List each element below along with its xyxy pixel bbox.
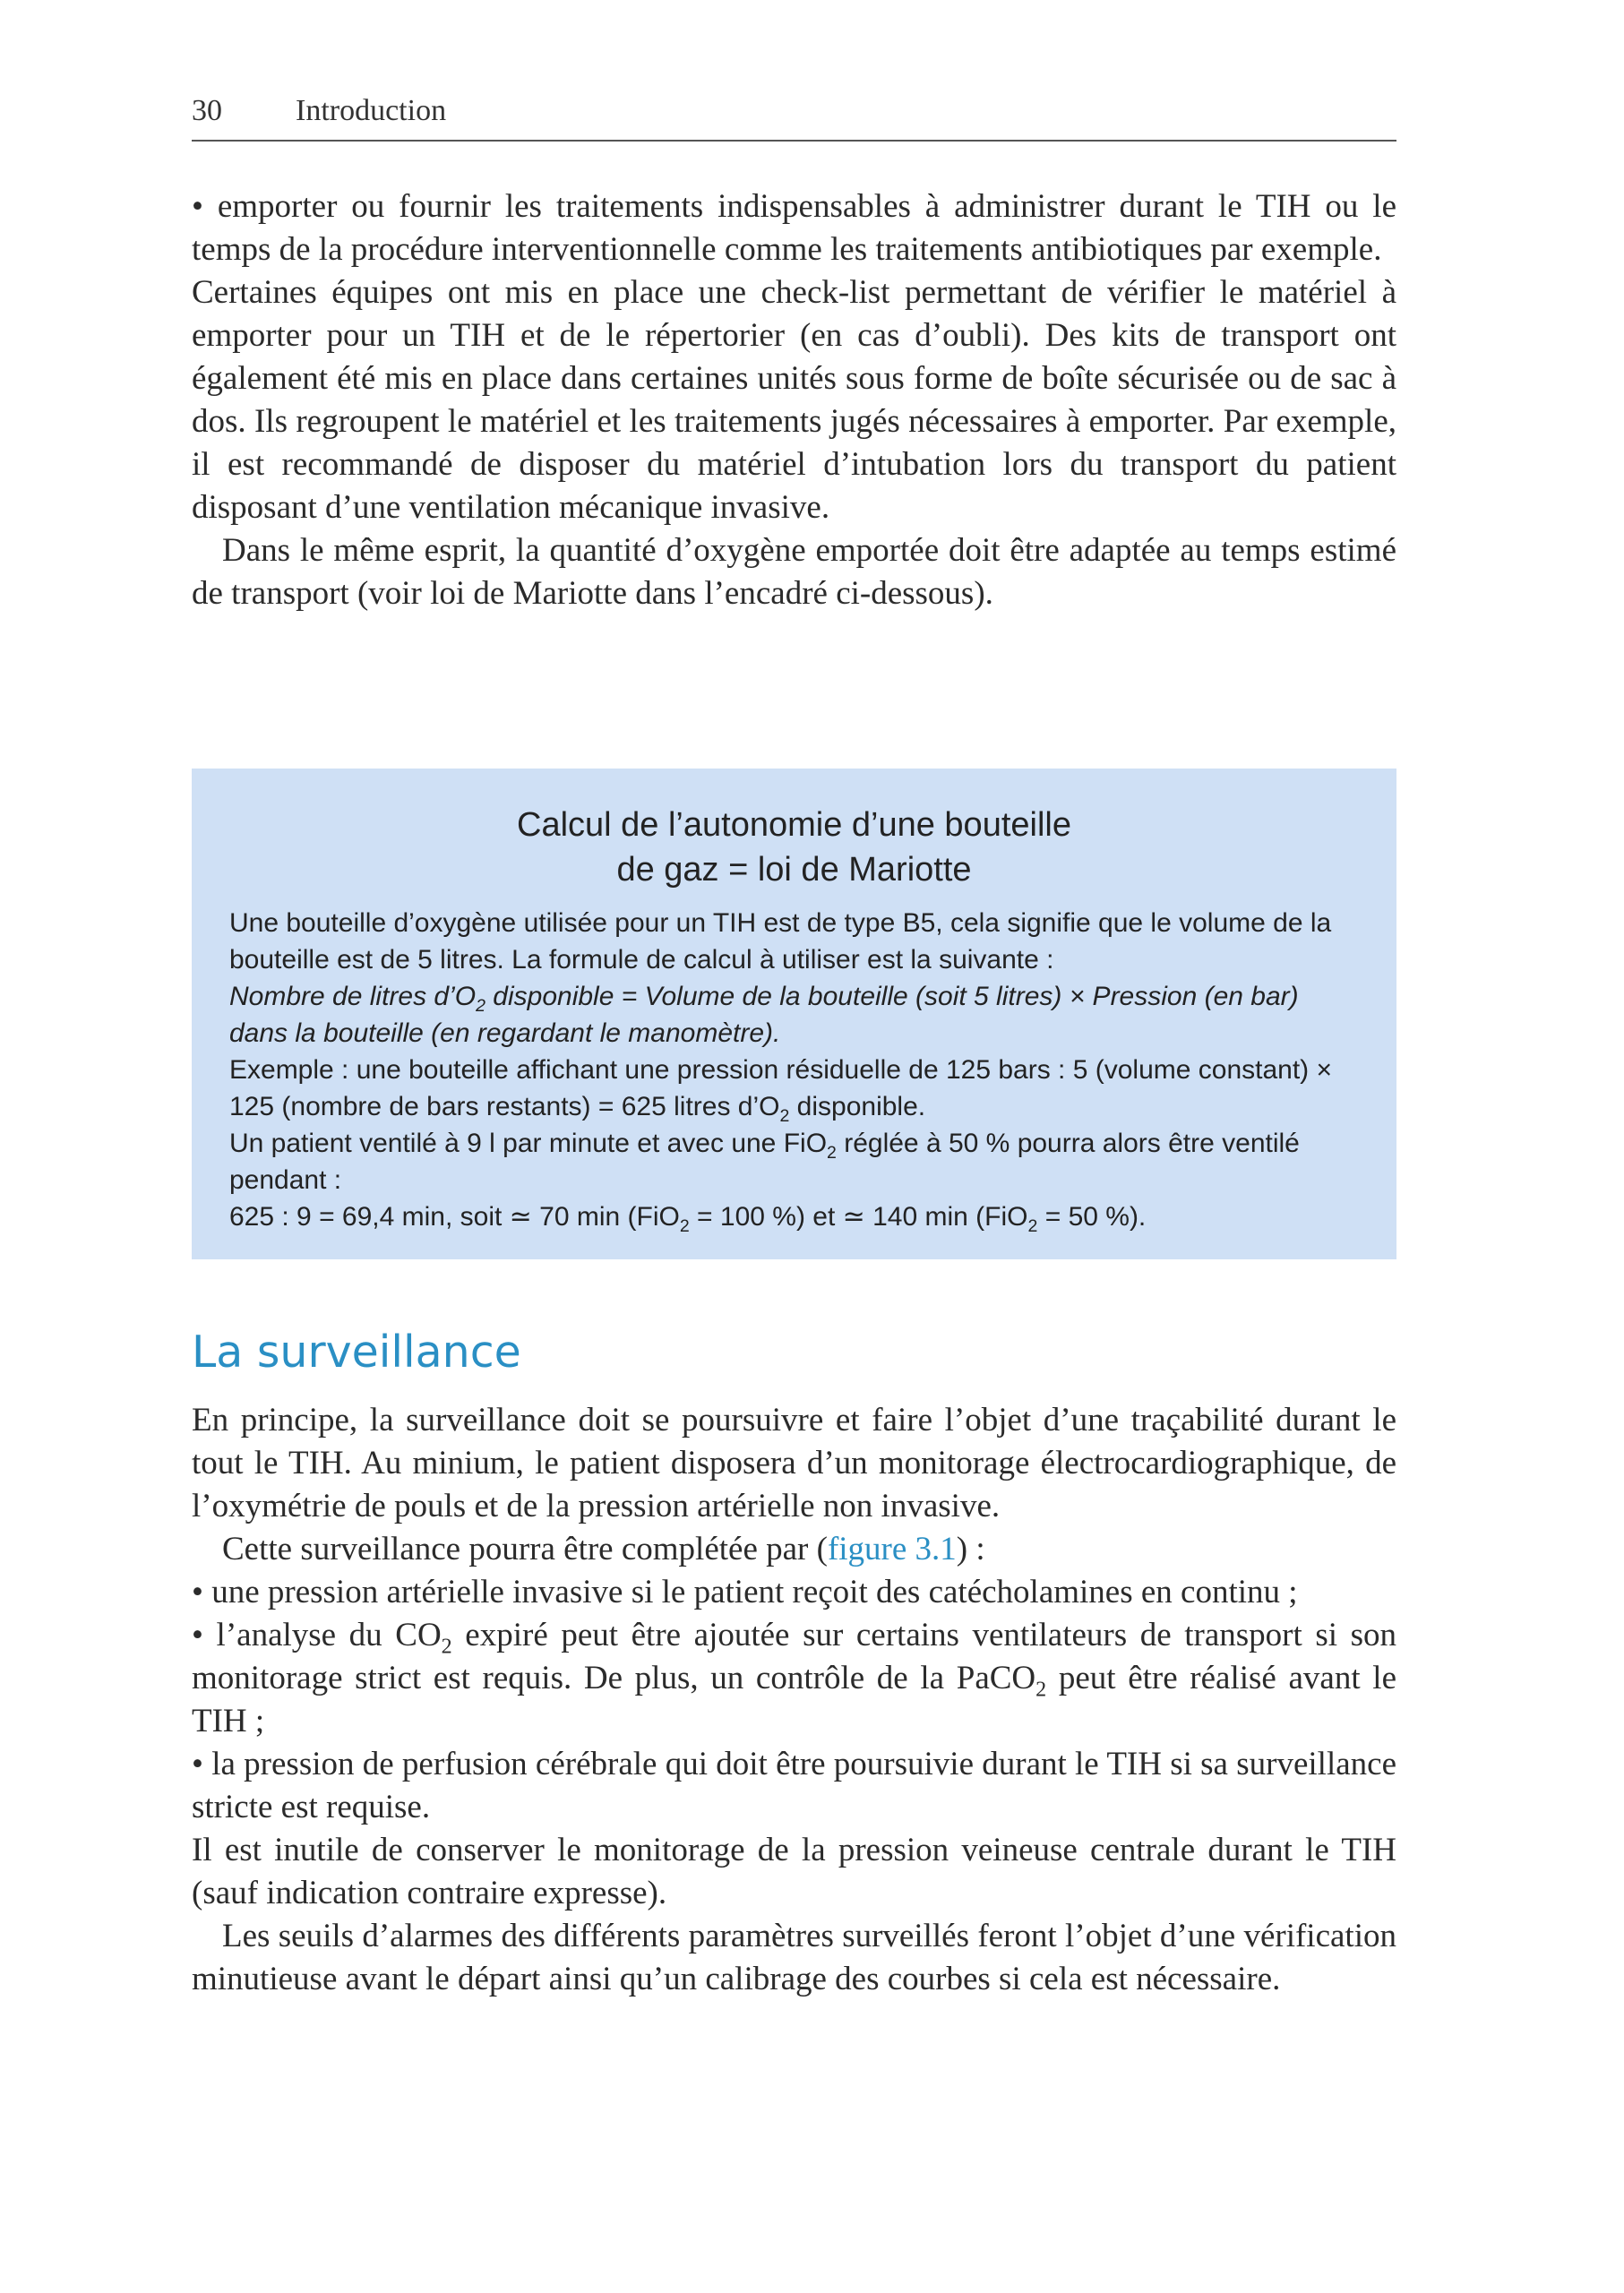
section-heading: La surveillance <box>192 1327 521 1378</box>
bullet-invasive-pressure: • une pression artérielle invasive si le patient reçoit des catécholamines en continu ; <box>192 1574 1298 1610</box>
mariotte-box <box>192 769 1396 1259</box>
bullet-cerebral-perfusion: • la pression de perfusion cérébrale qui doit être poursuivie durant le TIH si sa surveillance stricte est requise. <box>192 1746 1396 1825</box>
figure-link[interactable]: figure 3.1 <box>827 1531 957 1567</box>
page-number: 30 <box>192 94 222 127</box>
paragraph-alarms: Les seuils d’alarmes des différents paramètres surveillés feront l’objet d’une vérification minutieuse avant le départ ainsi qu’un calibrage des courbes si cela est nécessaire. <box>192 1918 1396 1997</box>
paragraph-principle: En principe, la surveillance doit se poursuivre et faire l’objet d’une traçabilité durant le tout le TIH. Au minium, le patient disposera d’un monitorage électrocardiographique, de l’oxymétrie de pouls et de la pression artérielle non invasive. <box>192 1402 1396 1524</box>
bullet-co2: • l’analyse du $CO_2$ expiré peut être ajoutée sur certains ventilateurs de transport si son monitorage strict est requis. De plus, un contrôle de la PaCO$_2$ peut être réalisé avant le TIH ; <box>192 1617 1396 1739</box>
box-body <box>229 905 1359 1235</box>
box-example: Exemple : une bouteille affichant une pression résiduelle de 125 bars : 5 (volume constant) × 125 (nombre de bars restants) = 625 litres $d’O_2$ disponible. <box>229 1055 1333 1126</box>
paragraph-checklist: Certaines équipes ont mis en place une check-list permettant de vérifier le matériel à emporter pour un TIH et de le répertorier (en cas d’oubli). Des kits de transport ont également été mis en place dans certaines unités sous forme de boîte sécurisée ou de sac à dos. Ils regroupent le matériel et les traitements jugés nécessaires à emporter. Par exemple, il est recommandé de disposer du matériel d’intubation lors du transport du patient disposant d’une ventilation mécanique invasive. <box>192 274 1396 526</box>
paragraph-completion: Cette surveillance pourra être complétée par (figure 3.1) : <box>222 1531 985 1567</box>
running-head <box>192 91 1396 142</box>
box-intro: Une bouteille d’oxygène utilisée pour un TIH est de type B5, cela signifie que le volume de la bouteille est de 5 litres. La formule de calcul à utiliser est la suivante : <box>229 908 1332 975</box>
box-patient: Un patient ventilé à 9 l par minute et avec une FiO$_2$ réglée à 50 % pourra alors être ventilé pendant : <box>229 1129 1300 1195</box>
bullet-treatments: • emporter ou fournir les traitements indispensables à administrer durant le TIH ou le temps de la procédure interventionnelle comme les traitements antibiotiques par exemple. <box>192 188 1396 268</box>
box-formula: Nombre de litres $d’O_2$ disponible = Volume de la bouteille (soit 5 litres) × Pression (en bar) dans la bouteille (en regardant le manomètre). <box>229 982 1299 1048</box>
section-text <box>192 1399 1396 2001</box>
box-result: 625 : 9 = 69,4 min, soit ≃ 70 min (FiO$_2$ = 100 %) et ≃ 140 min (FiO$_2$ = 50 %). <box>229 1202 1147 1236</box>
top-text <box>192 185 1396 615</box>
paragraph-oxygen: Dans le même esprit, la quantité d’oxygène emportée doit être adaptée au temps estimé de transport (voir loi de Mariotte dans l’encadré ci-dessous). <box>192 532 1396 612</box>
box-title: Calcul de l’autonomie d’une bouteille de gaz = loi de Mariotte <box>517 806 1071 889</box>
chapter-title: Introduction <box>296 94 447 127</box>
paragraph-venous-pressure: Il est inutile de conserver le monitorage de la pression veineuse centrale durant le TIH (sauf indication contraire expresse). <box>192 1832 1396 1911</box>
